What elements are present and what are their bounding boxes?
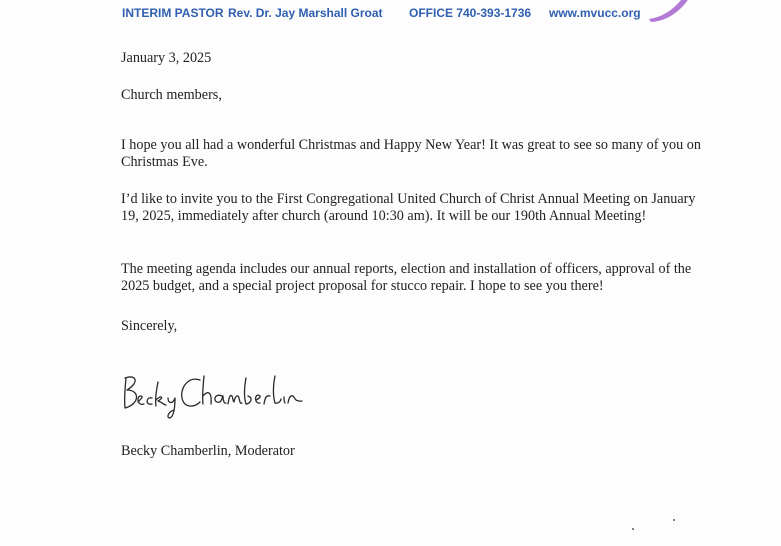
paper-speck: [632, 528, 634, 530]
logo-swoosh-icon: [645, 0, 695, 23]
letter-date: January 3, 2025: [121, 50, 212, 66]
letterhead: [0, 3, 781, 25]
pastor-name: Rev. Dr. Jay Marshall Groat: [228, 6, 383, 20]
closing: Sincerely,: [121, 318, 178, 334]
paragraph-agenda: The meeting agenda includes our annual reports, election and installation of officers, approval of the 2025 budget, and a special project proposal for stucco repair. I hope to see you there!: [121, 261, 692, 295]
paper-speck: [673, 519, 675, 521]
handwritten-signature: [118, 368, 308, 420]
paragraph-invitation: I’d like to invite you to the First Congregational United Church of Christ Annual Meeting on January 19, 2025, immediately after church (around 10:30 am). It will be our 190th Annual Meeting!: [121, 191, 696, 225]
office-phone: OFFICE 740-393-1736: [409, 6, 532, 20]
pastor-title: INTERIM PASTOR: [122, 6, 224, 20]
paragraph-greeting: I hope you all had a wonderful Christmas and Happy New Year! It was great to see so many of you on Christmas Eve.: [121, 137, 701, 171]
website-link: www.mvucc.org: [549, 6, 641, 20]
signer-name: Becky Chamberlin, Moderator: [121, 443, 295, 459]
salutation: Church members,: [121, 87, 222, 103]
